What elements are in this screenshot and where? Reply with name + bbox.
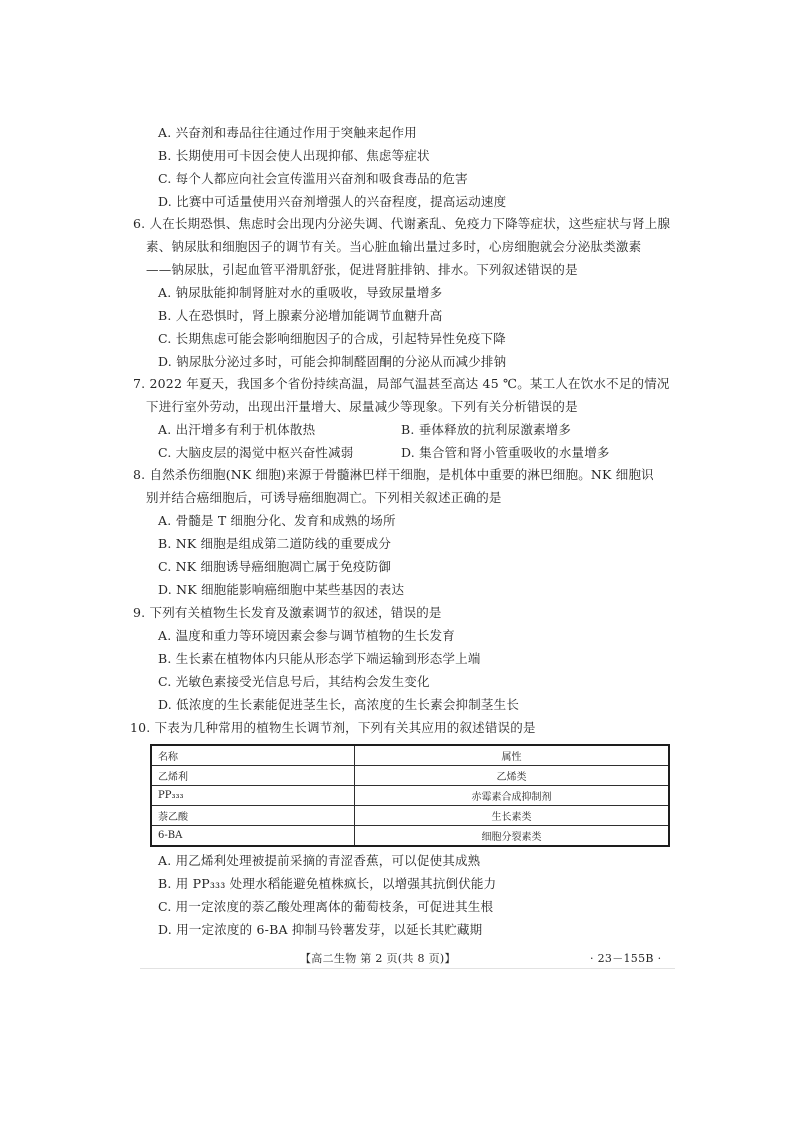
table-cell-name: 6-BA xyxy=(151,826,355,847)
footer-divider xyxy=(140,968,675,969)
q5-option-d: D. 比赛中可适量使用兴奋剂增强人的兴奋程度，提高运动速度 xyxy=(158,194,507,209)
table-cell-property: 赤霉素合成抑制剂 xyxy=(355,786,670,806)
table-cell-property: 生长素类 xyxy=(355,806,670,826)
q6-option-c: C. 长期焦虑可能会影响细胞因子的合成，引起特异性免疫下降 xyxy=(158,331,506,346)
table-row xyxy=(151,826,669,847)
table-header-name: 名称 xyxy=(151,745,355,766)
table-header-row xyxy=(151,745,669,766)
q8-option-b: B. NK 细胞是组成第二道防线的重要成分 xyxy=(158,536,392,551)
table-cell-property: 细胞分裂素类 xyxy=(355,826,670,847)
page-footer-code: · 23－155B · xyxy=(590,952,662,965)
q7-options-row-1 xyxy=(158,421,571,439)
q10-option-c: C. 用一定浓度的萘乙酸处理离体的葡萄枝条，可促进其生根 xyxy=(158,899,494,914)
q8-option-c: C. NK 细胞诱导癌细胞凋亡属于免疫防御 xyxy=(158,559,392,574)
q9-option-c: C. 光敏色素接受光信息号后，其结构会发生变化 xyxy=(158,674,430,689)
q7-option-b: B. 垂体释放的抗利尿激素增多 xyxy=(401,422,572,437)
q6-option-a: A. 钠尿肽能抑制肾脏对水的重吸收，导致尿量增多 xyxy=(158,285,443,300)
q10-option-d: D. 用一定浓度的 6-BA 抑制马铃薯发芽，以延长其贮藏期 xyxy=(158,922,483,937)
regulator-table xyxy=(150,744,670,847)
q9-stem: 9. 下列有关植物生长发育及激素调节的叙述，错误的是 xyxy=(133,605,442,620)
q5-option-a: A. 兴奋剂和毒品往往通过作用于突触来起作用 xyxy=(158,125,417,140)
table-cell-property: 乙烯类 xyxy=(355,766,670,786)
table-row xyxy=(151,786,669,806)
table-cell-name: PP₃₃₃ xyxy=(151,786,355,806)
q8-stem-line-2: 别并结合癌细胞后，可诱导癌细胞凋亡。下列相关叙述正确的是 xyxy=(146,490,502,505)
q5-option-b: B. 长期使用可卡因会使人出现抑郁、焦虑等症状 xyxy=(158,148,430,163)
table-row xyxy=(151,806,669,826)
q10-option-b: B. 用 PP₃₃₃ 处理水稻能避免植株疯长，以增强其抗倒伏能力 xyxy=(158,876,497,891)
q8-option-a: A. 骨髓是 T 细胞分化、发育和成熟的场所 xyxy=(158,513,396,528)
table-row xyxy=(151,766,669,786)
q10-stem: 10. 下表为几种常用的植物生长调节剂，下列有关其应用的叙述错误的是 xyxy=(130,720,536,735)
q5-option-c: C. 每个人都应向社会宣传滥用兴奋剂和吸食毒品的危害 xyxy=(158,171,468,186)
q7-stem-line-1: 7. 2022 年夏天，我国多个省份持续高温，局部气温甚至高达 45 ℃。某工人在饮水不足的情况 xyxy=(133,376,670,391)
q6-option-b: B. 人在恐惧时，肾上腺素分泌增加能调节血糖升高 xyxy=(158,308,443,323)
q7-option-d: D. 集合管和肾小管重吸收的水量增多 xyxy=(401,445,610,460)
q6-stem-line-1: 6. 人在长期恐惧、焦虑时会出现内分泌失调、代谢紊乱、免疫力下降等症状，这些症状与肾上腺 xyxy=(133,216,671,231)
q6-option-d: D. 钠尿肽分泌过多时，可能会抑制醛固酮的分泌从而减少排钠 xyxy=(158,354,507,369)
page-footer-label: 【高二生物 第 2 页(共 8 页)】 xyxy=(300,952,456,965)
q8-stem-line-1: 8. 自然杀伤细胞(NK 细胞)来源于骨髓淋巴样干细胞，是机体中重要的淋巴细胞。NK 细胞识 xyxy=(133,467,654,482)
q7-option-a: A. 出汗增多有利于机体散热 xyxy=(158,422,316,437)
q10-option-a: A. 用乙烯利处理被提前采摘的青涩香蕉，可以促使其成熟 xyxy=(158,853,481,868)
table-cell-name: 萘乙酸 xyxy=(151,806,355,826)
q6-stem-line-3: ——钠尿肽，引起血管平滑肌舒张，促进肾脏排钠、排水。下列叙述错误的是 xyxy=(146,262,578,277)
table-header-property: 属性 xyxy=(355,745,670,766)
q7-option-c: C. 大脑皮层的渴觉中枢兴奋性减弱 xyxy=(158,445,354,460)
q6-stem-line-2: 素、钠尿肽和细胞因子的调节有关。当心脏血输出量过多时，心房细胞就会分泌肽类激素 xyxy=(146,239,642,254)
q9-option-b: B. 生长素在植物体内只能从形态学下端运输到形态学上端 xyxy=(158,651,481,666)
q8-option-d: D. NK 细胞能影响癌细胞中某些基因的表达 xyxy=(158,582,405,597)
q7-options-row-2 xyxy=(158,444,610,462)
q7-stem-line-2: 下进行室外劳动，出现出汗量增大、尿量减少等现象。下列有关分析错误的是 xyxy=(146,399,578,414)
q9-option-d: D. 低浓度的生长素能促进茎生长，高浓度的生长素会抑制茎生长 xyxy=(158,697,520,712)
table-cell-name: 乙烯利 xyxy=(151,766,355,786)
q9-option-a: A. 温度和重力等环境因素会参与调节植物的生长发育 xyxy=(158,628,455,643)
